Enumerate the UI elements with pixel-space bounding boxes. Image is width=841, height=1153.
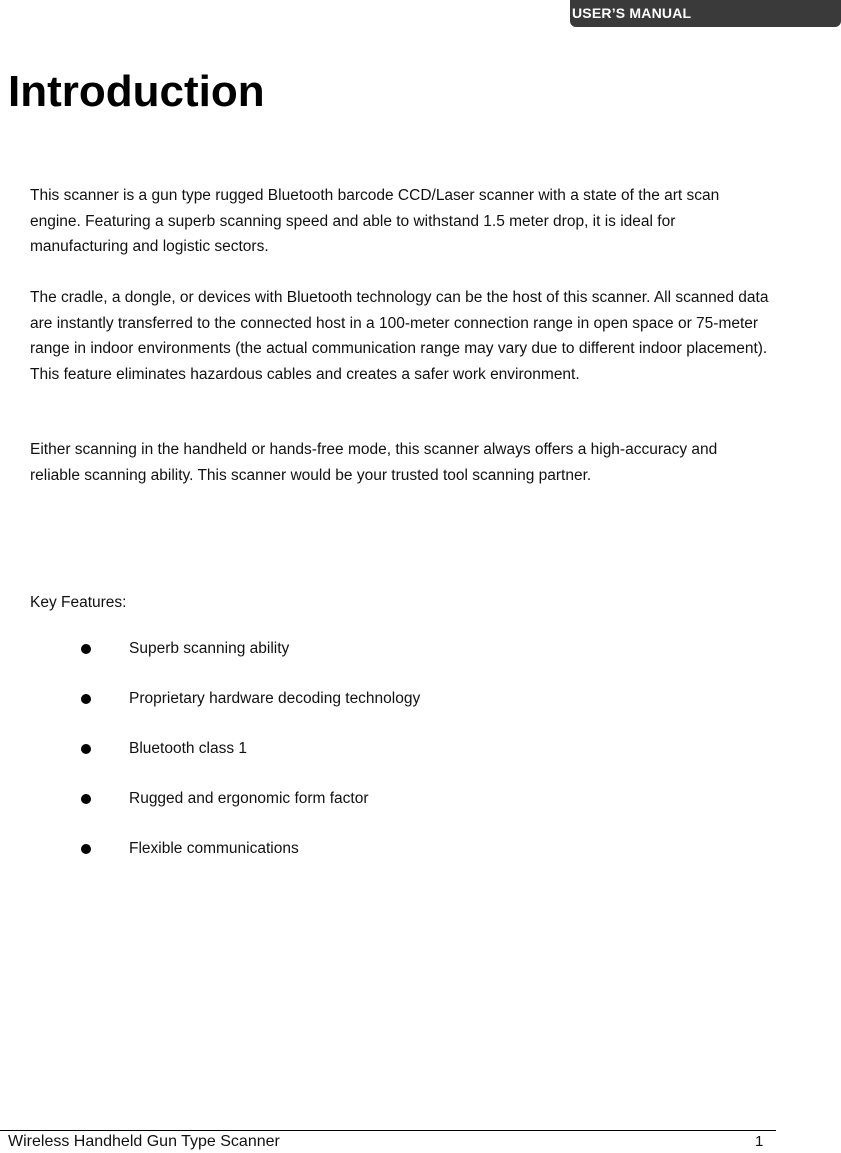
bullet-icon xyxy=(81,844,91,854)
footer-document-title: Wireless Handheld Gun Type Scanner xyxy=(8,1133,280,1150)
list-item xyxy=(0,680,600,730)
intro-paragraph-1: This scanner is a gun type rugged Bluetooth barcode CCD/Laser scanner with a state of the art scan engine. Featuring a superb scanning speed and able to withstand 1.5 meter drop, it is ideal for manufacturing and logistic sectors. xyxy=(30,187,720,255)
bullet-icon xyxy=(81,794,91,804)
list-item xyxy=(0,630,600,680)
feature-list xyxy=(0,630,600,880)
list-item xyxy=(0,730,600,780)
intro-paragraph-2: The cradle, a dongle, or devices with Bluetooth technology can be the host of this scanner. All scanned data are instantly transferred to the connected host in a 100-meter connection range in open space or 75-meter range in indoor environments (the actual communication range may vary due to different indoor placement). This feature eliminates hazardous cables and creates a safer work environment. xyxy=(30,289,769,383)
list-item xyxy=(0,830,600,880)
bullet-icon xyxy=(81,694,91,704)
list-item xyxy=(0,780,600,830)
feature-label: Rugged and ergonomic form factor xyxy=(129,790,369,807)
feature-label: Superb scanning ability xyxy=(129,640,290,657)
feature-label: Proprietary hardware decoding technology xyxy=(129,690,421,707)
feature-label: Bluetooth class 1 xyxy=(129,740,248,757)
bullet-icon xyxy=(81,644,91,654)
intro-paragraph-3: Either scanning in the handheld or hands-free mode, this scanner always offers a high-accuracy and reliable scanning ability. This scanner would be your trusted tool scanning partner. xyxy=(30,441,718,484)
page-number: 1 xyxy=(755,1133,764,1150)
page-title: Introduction xyxy=(8,67,265,116)
bullet-icon xyxy=(81,744,91,754)
key-features-label: Key Features: xyxy=(30,594,127,611)
feature-label: Flexible communications xyxy=(129,840,299,857)
users-manual-badge: USER’S MANUAL xyxy=(570,0,841,27)
